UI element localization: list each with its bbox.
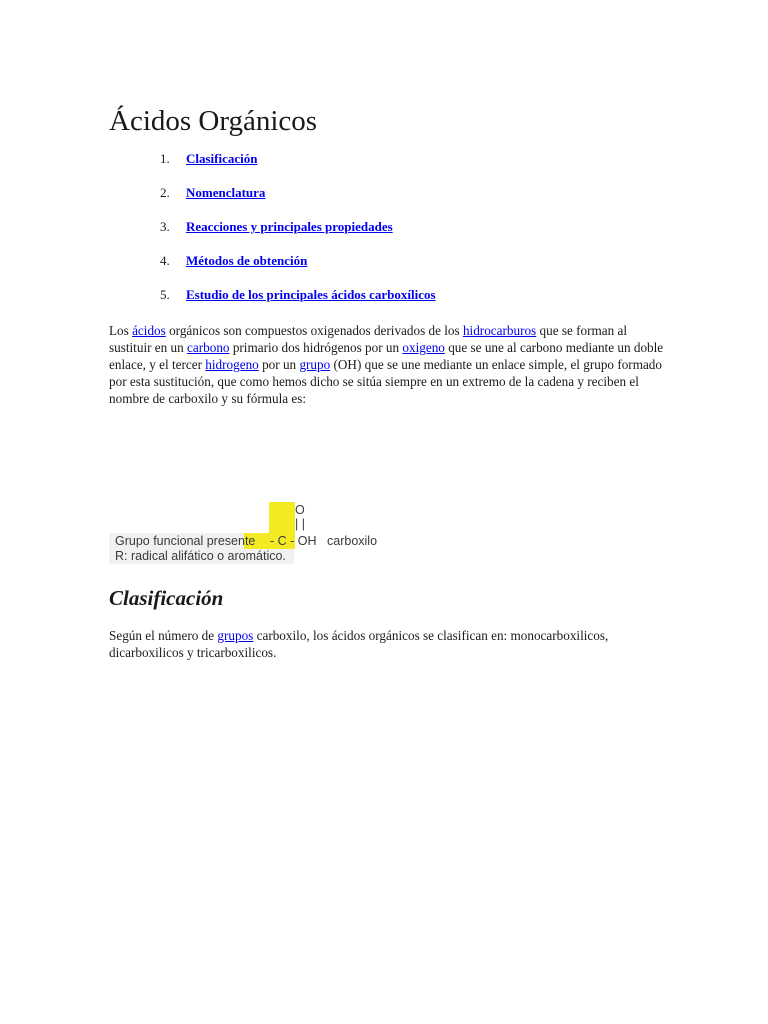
table-of-contents [160, 150, 436, 320]
toc-link-metodos[interactable]: Métodos de obtención [186, 253, 308, 268]
toc-number: 1. [160, 151, 170, 166]
toc-number: 3. [160, 219, 170, 234]
intro-text: que se forman al sustituir en un [109, 323, 628, 355]
section-heading-clasificacion: Clasificación [109, 586, 224, 610]
intro-text: Los [109, 323, 133, 338]
toc-item [160, 286, 436, 320]
toc-link-reacciones[interactable]: Reacciones y principales propiedades [186, 219, 393, 234]
radical-note: R: radical alifático o aromático. [115, 549, 286, 563]
clasificacion-paragraph [109, 627, 669, 661]
link-carbono[interactable]: carbono [187, 340, 230, 355]
toc-link-nomenclatura[interactable]: Nomenclatura [186, 185, 266, 200]
link-acidos[interactable]: ácidos [132, 323, 166, 338]
toc-item [160, 184, 436, 218]
toc-item [160, 218, 436, 252]
link-oxigeno[interactable]: oxigeno [402, 340, 445, 355]
intro-text: por un [258, 357, 300, 372]
double-bond: | | [295, 517, 305, 531]
intro-text: que se une al carbono mediante un doble enlace, y el tercer [109, 340, 664, 372]
toc-number: 5. [160, 287, 170, 302]
carboxyl-label: carboxilo [327, 534, 378, 548]
clasificacion-text: Según el número de [109, 628, 218, 643]
link-grupos[interactable]: grupos [217, 628, 254, 643]
toc-link-clasificacion[interactable]: Clasificación [186, 151, 258, 166]
toc-number: 2. [160, 185, 170, 200]
carboxyl-group-formula: - C - OH [270, 534, 317, 548]
intro-text: orgánicos son compuestos oxigenados derivados de los [165, 323, 463, 338]
toc-item [160, 150, 436, 184]
link-hidrocarburos[interactable]: hidrocarburos [462, 323, 537, 338]
toc-item [160, 252, 436, 286]
functional-group-label: Grupo funcional presente [115, 534, 256, 548]
carboxyl-formula-figure [109, 502, 384, 564]
link-hidrogeno[interactable]: hidrogeno [205, 357, 259, 372]
toc-number: 4. [160, 253, 170, 268]
toc-link-estudio[interactable]: Estudio de los principales ácidos carboxílicos [186, 287, 436, 302]
intro-text: primario dos hidrógenos por un [229, 340, 403, 355]
intro-paragraph [109, 322, 669, 407]
clasificacion-text: carboxilo, los ácidos orgánicos se clasifican en: monocarboxilicos, dicarboxilicos y tricarboxilicos. [109, 628, 609, 660]
link-grupo[interactable]: grupo [299, 357, 331, 372]
intro-text: (OH) que se une mediante un enlace simple, el grupo formado por esta sustitución, que como hemos dicho se sitúa siempre en un extremo de la cadena y reciben el nombre de carboxilo y su fórmula es: [109, 357, 662, 406]
page-title: Ácidos Orgánicos [109, 105, 318, 137]
oxygen-atom: O [295, 503, 305, 517]
